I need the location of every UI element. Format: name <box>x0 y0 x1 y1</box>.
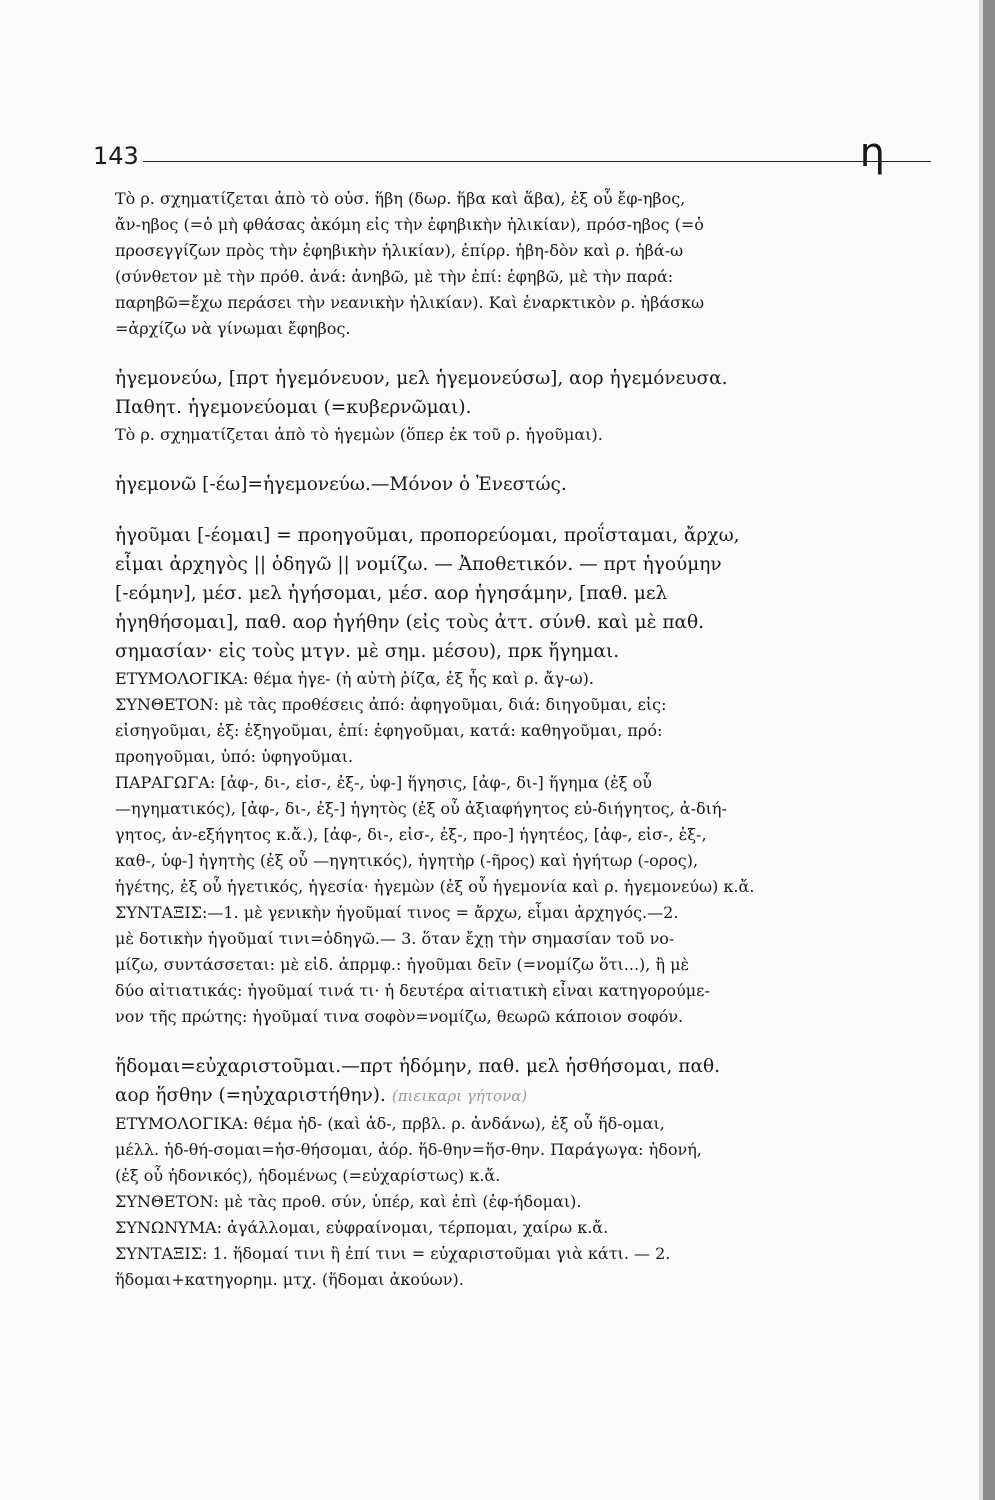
entry-headline: ἡγοῦμαι [-έομαι] = προηγοῦμαι, προπορεύομαι, προΐσταμαι, ἄρχω, <box>115 525 740 546</box>
etymology-line: ΕΤΥΜΟΛΟΓΙΚΑ: θέμα ἡγε- (ἡ αὐτὴ ῥίζα, ἐξ ἧς καὶ ρ. ἄγ-ω). <box>115 669 594 688</box>
text-line: =ἀρχίζω νὰ γίνωμαι ἔφηβος. <box>115 319 351 338</box>
header-rule <box>143 161 931 162</box>
entry-line <box>115 1081 895 1111</box>
entry-line: ἡγηθήσομαι], παθ. αορ ἡγήθην (εἰς τοὺς ἀττ. σύνθ. καὶ μὲ παθ. <box>115 612 705 633</box>
text-line: Τὸ ρ. σχηματίζεται ἀπὸ τὸ οὐσ. ἥβη (δωρ. ἥβα καὶ ἅβα), ἐξ οὗ ἔφ-ηβος, <box>115 189 686 208</box>
etymology-line: (ἐξ οὗ ἡδονικός), ἡδομένως (=εὐχαρίστως) κ.ἄ. <box>115 1166 501 1185</box>
section-letter: η <box>859 130 885 176</box>
synonyms-line: ΣΥΝΩΝΥΜΑ: ἀγάλλομαι, εὐφραίνομαι, τέρπομαι, χαίρω κ.ἄ. <box>115 1218 609 1237</box>
entry-line: σημασίαν· εἰς τοὺς μτγν. μὲ σημ. μέσου), πρκ ἥγημαι. <box>115 641 620 662</box>
dictionary-content <box>115 186 895 1293</box>
etymology-line: ΕΤΥΜΟΛΟΓΙΚΑ: θέμα ἡδ- (καὶ ἁδ-, πρβλ. ρ. ἁνδάνω), ἐξ οὗ ἥδ-ομαι, <box>115 1114 665 1133</box>
compounds-line: ΣΥΝΘΕΤΟΝ: μὲ τὰς προθέσεις ἀπό: ἀφηγοῦμαι, διά: διηγοῦμαι, εἰς: <box>115 695 667 714</box>
etymology-line: μέλλ. ἡδ-θή-σομαι=ἡσ-θήσομαι, ἀόρ. ἥδ-θην=ἥσ-θην. Παράγωγα: ἡδονή, <box>115 1140 702 1159</box>
intro-paragraph <box>115 186 895 342</box>
text-line: παρηβῶ=ἔχω περάσει τὴν νεανικὴν ἡλικίαν). Καὶ ἐναρκτικὸν ρ. ἡβάσκω <box>115 293 705 312</box>
derivatives-line: ΠΑΡΑΓΩΓΑ: [ἀφ-, δι-, εἰσ-, ἐξ-, ὑφ-] ἥγησις, [ἀφ-, δι-] ἥγημα (ἐξ οὗ <box>115 773 652 792</box>
text-line: (σύνθετον μὲ τὴν πρόθ. ἀνά: ἀνηβῶ, μὲ τὴν ἐπί: ἐφηβῶ, μὲ τὴν παρά: <box>115 267 674 286</box>
entry-headline: ἡγεμονεύω, [πρτ ἡγεμόνευον, μελ ἡγεμονεύσω], αορ ἡγεμόνευσα. <box>115 368 728 389</box>
text-line: προσεγγίζων πρὸς τὴν ἐφηβικὴν ἡλικίαν), ἐπίρρ. ἡβη-δὸν καὶ ρ. ἡβά-ω <box>115 241 684 260</box>
derivatives-line: καθ-, ὑφ-] ἡγητὴς (ἐξ οὗ —ηγητικός), ἡγητὴρ (-ῆρος) καὶ ἡγήτωρ (-ορος), <box>115 851 699 870</box>
derivatives-line: γητος, ἀν-εξήγητος κ.ἄ.), [ἀφ-, δι-, εἰσ-, ἐξ-, προ-] ἡγητέος, [ἀφ-, εἰσ-, ἐξ-, <box>115 825 707 844</box>
syntax-line: ΣΥΝΤΑΞΙΣ:—1. μὲ γενικὴν ἡγοῦμαί τινος = ἄρχω, εἶμαι ἀρχηγός.—2. <box>115 903 679 922</box>
entry-headline: ἡγεμονῶ [-έω]=ἡγεμονεύω.—Μόνον ὁ Ἐνεστώς. <box>115 474 567 495</box>
derivatives-line: ἡγέτης, ἐξ οὗ ἡγετικός, ἡγεσία· ἡγεμὼν (ἐξ οὗ ἡγεμονία καὶ ρ. ἡγεμονεύω) κ.ἄ. <box>115 877 755 896</box>
text-line: ἄν-ηβος (=ὁ μὴ φθάσας ἀκόμη εἰς τὴν ἐφηβικὴν ἡλικίαν), πρόσ-ηβος (=ὁ <box>115 215 704 234</box>
syntax-line: ἥδομαι+κατηγορημ. μτχ. (ἥδομαι ἀκούων). <box>115 1270 464 1289</box>
running-header <box>93 130 893 176</box>
page-number: 143 <box>93 142 139 170</box>
entry-line: [-εόμην], μέσ. μελ ἡγήσομαι, μέσ. αορ ἡγησάμην, [παθ. μελ <box>115 583 668 604</box>
syntax-line: ΣΥΝΤΑΞΙΣ: 1. ἥδομαί τινι ἢ ἐπί τινι = εὐχαριστοῦμαι γιὰ κάτι. — 2. <box>115 1244 671 1263</box>
page-edge <box>983 0 995 1500</box>
syntax-line: μὲ δοτικὴν ἡγοῦμαί τινι=ὁδηγῶ.— 3. ὅταν ἔχῃ τὴν σημασίαν τοῦ νο- <box>115 929 675 948</box>
syntax-line: νον τῆς πρώτης: ἡγοῦμαί τινα σοφὸν=νομίζω, θεωρῶ κάποιον σοφόν. <box>115 1007 684 1026</box>
compounds-line: προηγοῦμαι, ὑπό: ὑφηγοῦμαι. <box>115 747 354 766</box>
entry-note: Τὸ ρ. σχηματίζεται ἀπὸ τὸ ἡγεμὼν (ὅπερ ἐκ τοῦ ρ. ἡγοῦμαι). <box>115 425 603 444</box>
entry-headline: ἥδομαι=εὐχαριστοῦμαι.—πρτ ἡδόμην, παθ. μελ ἡσθήσομαι, παθ. <box>115 1056 720 1077</box>
entry-hedomai <box>115 1052 895 1293</box>
syntax-line: δύο αἰτιατικάς: ἡγοῦμαί τινά τι· ἡ δευτέρα αἰτιατικὴ εἶναι κατηγορούμε- <box>115 981 710 1000</box>
entry-line-text: αορ ἥσθην (=ηὐχαριστήθην). <box>115 1085 386 1106</box>
syntax-line: μίζω, συντάσσεται: μὲ εἰδ. ἀπρμφ.: ἡγοῦμαι δεῖν (=νομίζω ὅτι...), ἢ μὲ <box>115 955 690 974</box>
compounds-line: ΣΥΝΘΕΤΟΝ: μὲ τὰς προθ. σύν, ὑπέρ, καὶ ἐπὶ (ἐφ-ήδομαι). <box>115 1192 582 1211</box>
compounds-line: εἰσηγοῦμαι, ἐξ: ἐξηγοῦμαι, ἐπί: ἐφηγοῦμαι, κατά: καθηγοῦμαι, πρό: <box>115 721 663 740</box>
derivatives-line: —ηγηματικός), [ἀφ-, δι-, ἐξ-] ἡγητὸς (ἐξ οὗ ἀξιαφήγητος εὐ-διήγητος, ἀ-διή- <box>115 799 727 818</box>
page-edge-shadow <box>979 0 983 1500</box>
handwritten-note: (πιεικαρι γήτονα) <box>391 1087 528 1105</box>
entry-hegemono <box>115 470 895 499</box>
entry-line: Παθητ. ἡγεμονεύομαι (=κυβερνῶμαι). <box>115 397 472 418</box>
entry-hegemoneuo <box>115 364 895 448</box>
entry-hegoumai <box>115 521 895 1030</box>
entry-line: εἶμαι ἀρχηγὸς || ὁδηγῶ || νομίζω. — Ἀποθετικόν. — πρτ ἡγούμην <box>115 554 722 575</box>
